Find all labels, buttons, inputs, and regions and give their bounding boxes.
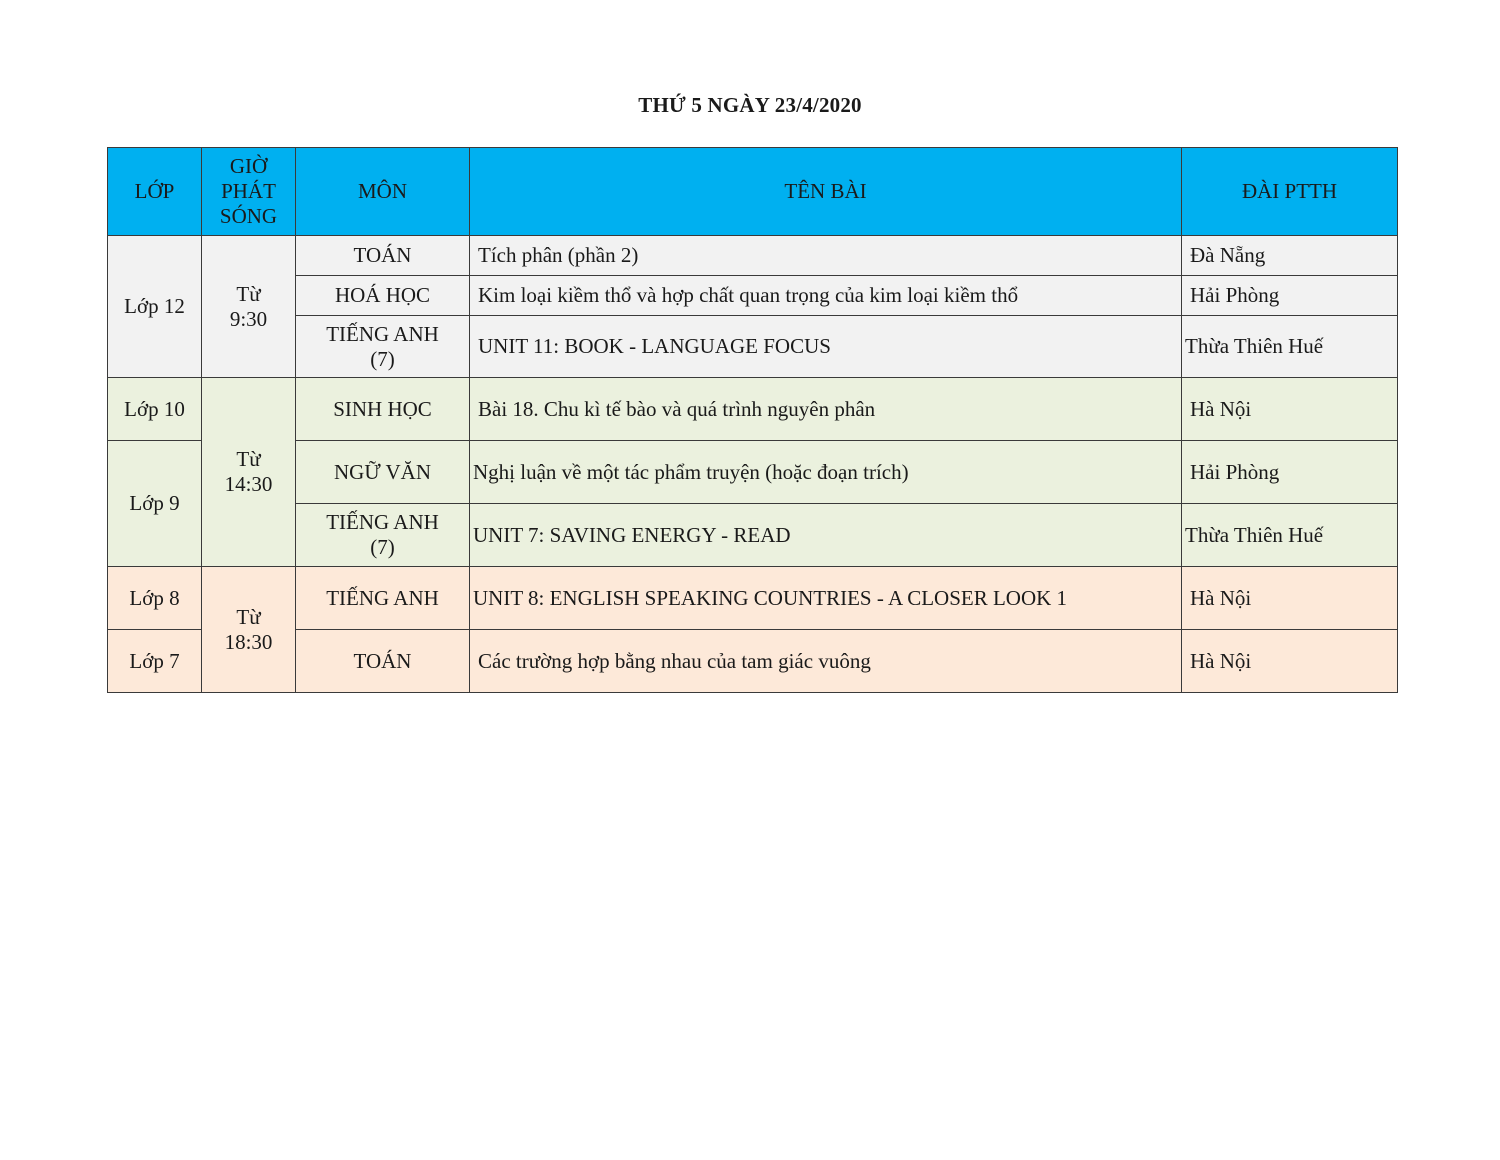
header-lop: LỚP (108, 148, 202, 236)
table-row (108, 378, 1398, 441)
broadcast-schedule-table (107, 147, 1398, 693)
lesson-cell: Bài 18. Chu kì tế bào và quá trình nguyên phân (470, 378, 1182, 441)
subject-cell (296, 316, 470, 378)
table-row (108, 276, 1398, 316)
subject-line: TIẾNG ANH (326, 510, 439, 534)
header-ten-bai: TÊN BÀI (470, 148, 1182, 236)
subject-cell: TIẾNG ANH (296, 567, 470, 630)
header-row (108, 148, 1398, 236)
station-cell: Đà Nẵng (1182, 236, 1398, 276)
station-cell: Hải Phòng (1182, 276, 1398, 316)
time-value: 9:30 (229, 306, 268, 331)
header-gio-line: PHÁT (221, 179, 276, 203)
lesson-cell: UNIT 7: SAVING ENERGY - READ (470, 504, 1182, 567)
subject-cell (296, 504, 470, 567)
subject-cell: TOÁN (296, 630, 470, 693)
lesson-cell: UNIT 8: ENGLISH SPEAKING COUNTRIES - A CLOSER LOOK 1 (470, 567, 1182, 630)
subject-cell: HOÁ HỌC (296, 276, 470, 316)
lesson-cell: Tích phân (phần 2) (470, 236, 1182, 276)
lesson-cell: Các trường hợp bằng nhau của tam giác vuông (470, 630, 1182, 693)
table-row (108, 567, 1398, 630)
header-dai-ptth: ĐÀI PTTH (1182, 148, 1398, 236)
header-gio-line: SÓNG (219, 204, 278, 228)
class-cell: Lớp 8 (108, 567, 202, 630)
station-cell: Hải Phòng (1182, 441, 1398, 504)
time-prefix: Từ (236, 604, 261, 629)
station-cell: Thừa Thiên Huế (1182, 504, 1398, 567)
subject-cell: NGỮ VĂN (296, 441, 470, 504)
subject-line: (7) (370, 535, 395, 559)
header-gio-phat-song (202, 148, 296, 236)
table-row (108, 504, 1398, 567)
class-cell: Lớp 10 (108, 378, 202, 441)
subject-line: (7) (370, 346, 395, 371)
table-row (108, 236, 1398, 276)
subject-cell: TOÁN (296, 236, 470, 276)
time-prefix: Từ (236, 447, 261, 471)
time-prefix: Từ (236, 281, 261, 306)
time-value: 18:30 (224, 629, 273, 654)
subject-cell: SINH HỌC (296, 378, 470, 441)
header-gio-line: GIỜ (229, 154, 268, 178)
station-cell: Thừa Thiên Huế (1182, 316, 1398, 378)
station-cell: Hà Nội (1182, 630, 1398, 693)
time-cell (202, 567, 296, 693)
time-value: 14:30 (224, 472, 273, 496)
table-row (108, 441, 1398, 504)
subject-line: TIẾNG ANH (326, 321, 439, 346)
class-cell: Lớp 12 (108, 236, 202, 378)
station-cell: Hà Nội (1182, 567, 1398, 630)
class-cell: Lớp 7 (108, 630, 202, 693)
page-title: THỨ 5 NGÀY 23/4/2020 (638, 93, 862, 117)
class-cell: Lớp 9 (108, 441, 202, 567)
time-cell (202, 378, 296, 567)
lesson-cell: Nghị luận về một tác phẩm truyện (hoặc đoạn trích) (470, 441, 1182, 504)
station-cell: Hà Nội (1182, 378, 1398, 441)
lesson-cell: UNIT 11: BOOK - LANGUAGE FOCUS (470, 316, 1182, 378)
table-row (108, 630, 1398, 693)
table-row (108, 316, 1398, 378)
header-mon: MÔN (296, 148, 470, 236)
time-cell (202, 236, 296, 378)
lesson-cell: Kim loại kiềm thổ và hợp chất quan trọng của kim loại kiềm thổ (470, 276, 1182, 316)
